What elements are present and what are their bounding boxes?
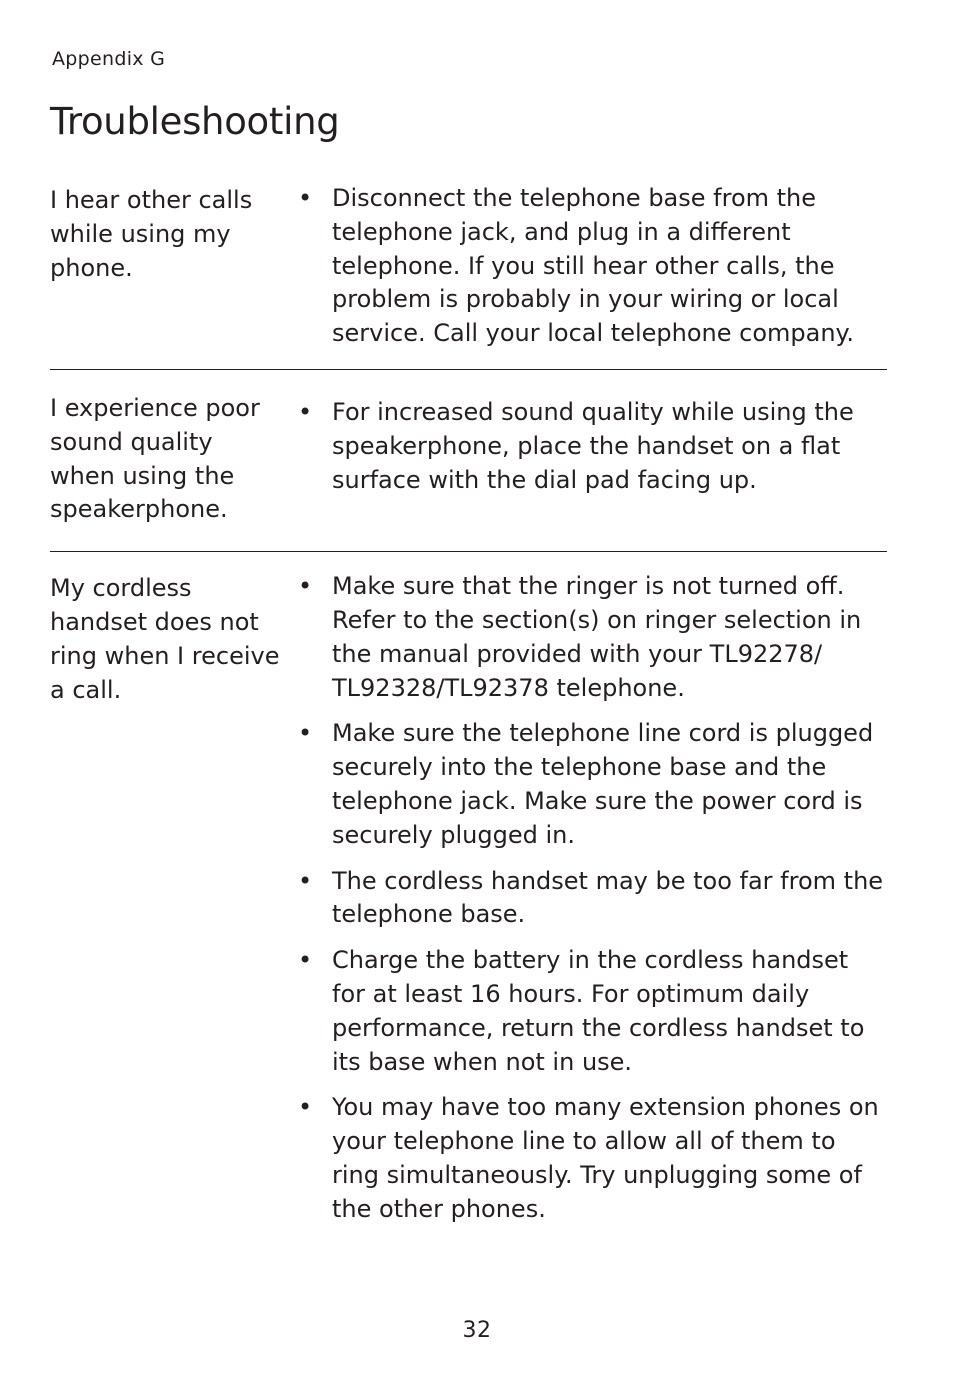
solution-item bbox=[298, 182, 887, 351]
solution-item bbox=[298, 1091, 887, 1226]
solution-text: The cordless handset may be too far from the telephone base. bbox=[332, 866, 884, 929]
page-title: Troubleshooting bbox=[50, 100, 340, 143]
bullet-icon: • bbox=[298, 1093, 313, 1122]
troubleshooting-row bbox=[50, 182, 887, 370]
problem-text: My cordless handset does not ring when I receive a call. bbox=[50, 574, 280, 704]
solution-list bbox=[282, 390, 887, 527]
bullet-icon: • bbox=[298, 572, 313, 601]
bullet-icon: • bbox=[298, 397, 313, 426]
solution-text: Make sure that the ringer is not turned off. Refer to the section(s) on ringer selection in the manual provided with your TL92278/ TL92328/TL92378 telephone. bbox=[332, 572, 862, 702]
solution-text: You may have too many extension phones on your telephone line to allow all of them to ring simultaneously. Try unplugging some of the other phones. bbox=[332, 1093, 879, 1223]
solution-item bbox=[298, 396, 887, 497]
solution-item bbox=[298, 865, 887, 933]
troubleshooting-row bbox=[50, 552, 887, 1226]
solution-text: Disconnect the telephone base from the telephone jack, and plug in a different telephone. If you still hear other calls, the problem is probably in your wiring or local service. Call your local telephone company. bbox=[332, 184, 854, 348]
problem-text: I experience poor sound quality when using the speakerphone. bbox=[50, 393, 260, 524]
solution-item bbox=[298, 944, 887, 1079]
troubleshooting-row bbox=[50, 370, 887, 552]
bullet-icon: • bbox=[298, 719, 313, 748]
section-label: Appendix G bbox=[52, 48, 166, 70]
solution-list bbox=[282, 182, 887, 351]
solution-text: Charge the battery in the cordless handset for at least 16 hours. For optimum daily performance, return the cordless handset to its base when not in use. bbox=[332, 946, 865, 1076]
bullet-icon: • bbox=[298, 866, 313, 895]
bullet-icon: • bbox=[298, 184, 313, 212]
solution-item bbox=[298, 717, 887, 852]
troubleshooting-table bbox=[50, 182, 887, 1227]
page-number: 32 bbox=[462, 1318, 492, 1343]
bullet-icon: • bbox=[298, 946, 313, 975]
problem-text: I hear other calls while using my phone. bbox=[50, 186, 253, 282]
solution-text: For increased sound quality while using the speakerphone, place the handset on a flat surface with the dial pad facing up. bbox=[332, 397, 854, 494]
solution-text: Make sure the telephone line cord is plugged securely into the telephone base and the telephone jack. Make sure the power cord is securely plugged in. bbox=[332, 719, 874, 849]
solution-list bbox=[282, 570, 887, 1226]
solution-item bbox=[298, 570, 887, 705]
